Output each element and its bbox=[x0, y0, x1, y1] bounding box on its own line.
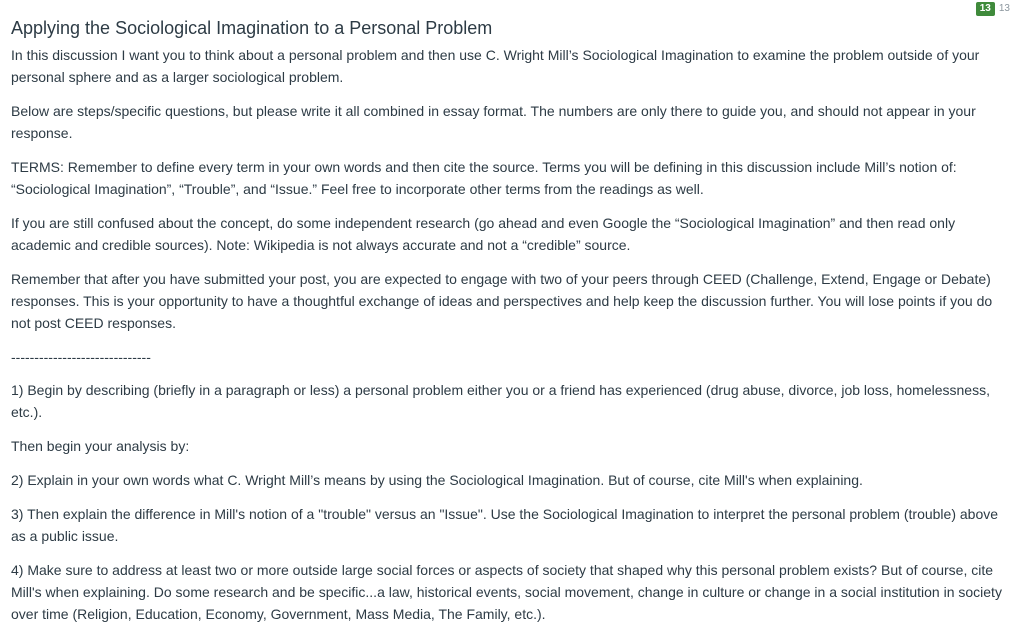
reply-count-badges bbox=[976, 2, 1010, 16]
ceed-paragraph: Remember that after you have submitted your post, you are expected to engage with two of your peers through CEED (Challenge, Extend, Engage or Debate) responses. This is your opportunity to have a thoughtful exchange of ideas and perspectives and help keep the discussion further. You will lose points if you do not post CEED responses. bbox=[11, 271, 993, 331]
terms-paragraph: TERMS: Remember to define every term in your own words and then cite the source. Terms you will be defining in this discussion include Mill’s notion of: “Sociological Imagination”, “Trouble”, and “Issue.” Feel free to incorporate other terms from the readings as well. bbox=[11, 159, 957, 197]
page-title: Applying the Sociological Imagination to a Personal Problem bbox=[11, 18, 493, 39]
intro-paragraph: In this discussion I want you to think about a personal problem and then use C. Wright Mill’s Sociological Imagination to examine the problem outside of your personal sphere and as a larger sociological problem. bbox=[11, 47, 980, 85]
section-divider: ------------------------------ bbox=[11, 349, 151, 365]
step-2-paragraph: 2) Explain in your own words what C. Wright Mill’s means by using the Sociological Imagination. But of course, cite Mill's when explaining. bbox=[11, 472, 863, 488]
format-note-paragraph: Below are steps/specific questions, but please write it all combined in essay format. The numbers are only there to guide you, and should not appear in your response. bbox=[11, 103, 976, 141]
total-count-badge: 13 bbox=[998, 3, 1010, 14]
analysis-intro-paragraph: Then begin your analysis by: bbox=[11, 438, 190, 454]
research-paragraph: If you are still confused about the concept, do some independent research (go ahead and even Google the “Sociological Imagination” and then read only academic and credible sources). Note: Wikipedia is not always accurate and not a “credible” source. bbox=[11, 215, 956, 253]
step-3-paragraph: 3) Then explain the difference in Mill's notion of a "trouble" versus an "Issue". Use the Sociological Imagination to interpret the personal problem (trouble) above as a public issue. bbox=[11, 506, 999, 544]
step-1-paragraph: 1) Begin by describing (briefly in a paragraph or less) a personal problem either you or a friend has experienced (drug abuse, divorce, job loss, homelessness, etc.). bbox=[11, 382, 990, 420]
discussion-body bbox=[11, 44, 1006, 637]
step-4-paragraph: 4) Make sure to address at least two or more outside large social forces or aspects of society that shaped why this personal problem exists? But of course, cite Mill's when explaining. Do some research and be specific...a law, historical events, social movement, change in culture or change in a social institution in society over time (Religion, Education, Economy, Government, Mass Media, The Family, etc.). bbox=[11, 562, 1002, 622]
discussion-header bbox=[11, 3, 1010, 39]
unread-count-badge[interactable]: 13 bbox=[976, 2, 995, 16]
